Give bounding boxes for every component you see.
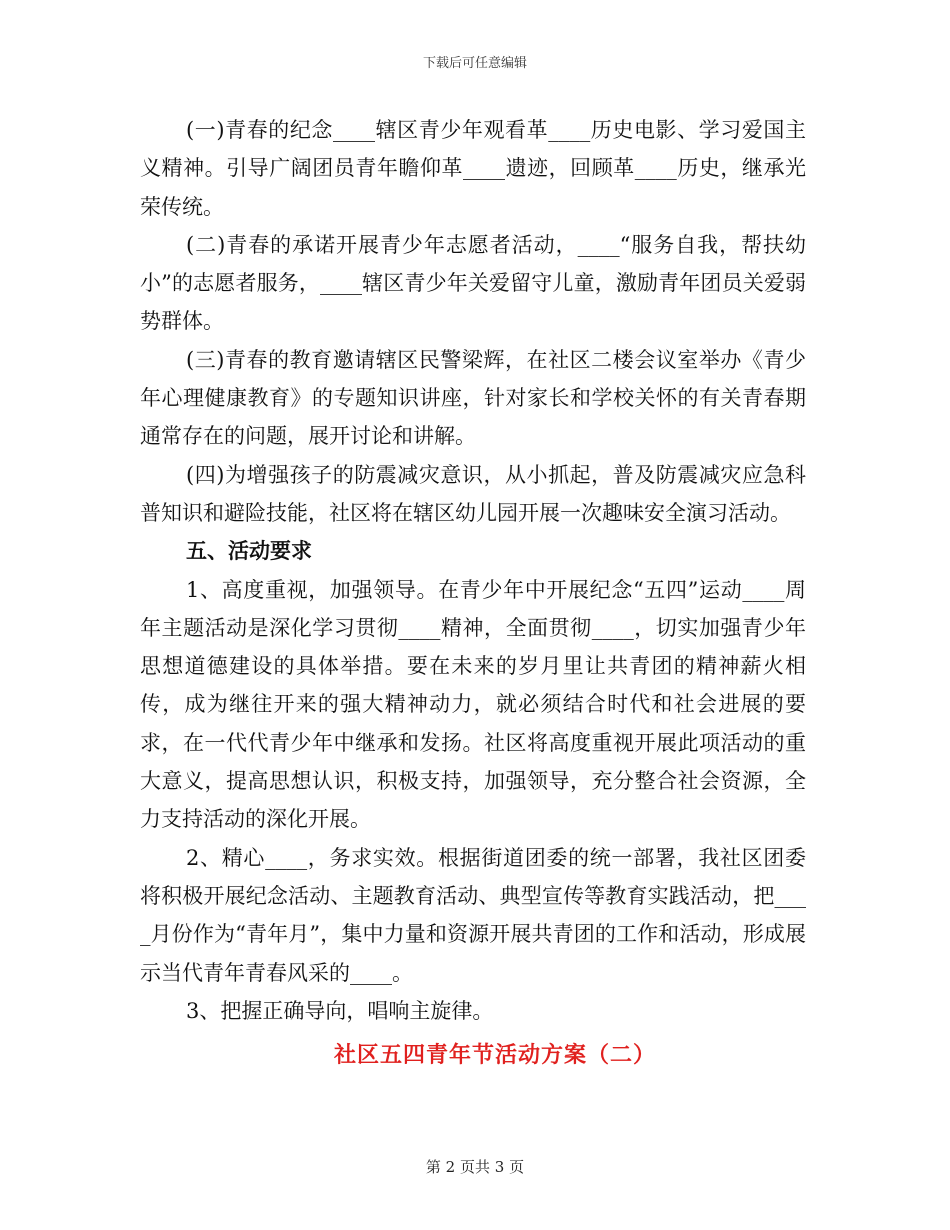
next-section-title: 社区五四青年节活动方案（二）	[333, 1042, 656, 1068]
section-heading: 五、活动要求	[186, 538, 312, 564]
page-footer: 第 2 页共 3 页	[425, 1158, 525, 1176]
activity-paragraph-2: (二)青春的承诺开展青少年志愿者活动，____“服务自我，帮扶幼小”的志愿者服务，____辖区青少年关爱留守儿童，激励青年团员关爱弱势群体。	[140, 232, 806, 334]
requirement-paragraph-2: 2、精心____，务求实效。根据街道团委的统一部署，我社区团委将积极开展纪念活动、主题教育活动、典型宣传等教育实践活动，把____月份作为“青年月”，集中力量和资源开展共青团的工作和活动，形成展示当代青年青春风采的____。	[140, 845, 806, 985]
page-header: 下载后可任意编辑	[422, 56, 527, 71]
requirement-paragraph-1: 1、高度重视，加强领导。在青少年中开展纪念“五四”运动____周年主题活动是深化学习贯彻____精神，全面贯彻____，切实加强青少年思想道德建设的具体举措。要在未来的岁月里让共青团的精神薪火相传，成为继往开来的强大精神动力，就必须结合时代和社会进展的要求，在一代代青少年中继承和发扬。社区将高度重视开展此项活动的重大意义，提高思想认识，积极支持，加强领导，充分整合社会资源，全力支持活动的深化开展。	[140, 577, 806, 832]
document-body	[140, 111, 806, 1030]
activity-paragraph-1: (一)青春的纪念____辖区青少年观看革____历史电影、学习爱国主义精神。引导广阔团员青年瞻仰革____遗迹，回顾革____历史，继承光荣传统。	[140, 118, 806, 219]
requirement-paragraph-3: 3、把握正确导向，唱响主旋律。	[186, 998, 494, 1023]
activity-paragraph-4: (四)为增强孩子的防震减灾意识，从小抓起，普及防震减灾应急科普知识和避险技能，社区将在辖区幼儿园开展一次趣味安全演习活动。	[140, 462, 806, 525]
activity-paragraph-3: (三)青春的教育邀请辖区民警梁辉，在社区二楼会议室举办《青少年心理健康教育》的专题知识讲座，针对家长和学校关怀的有关青春期通常存在的问题，展开讨论和讲解。	[140, 347, 806, 449]
